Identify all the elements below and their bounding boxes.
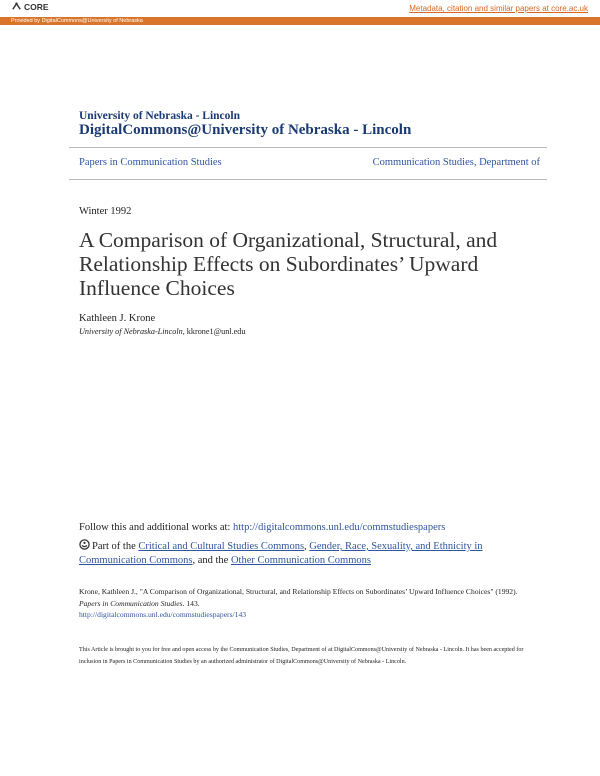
repository-name[interactable]: DigitalCommons@University of Nebraska - Lincoln xyxy=(79,122,412,138)
gender-race-sexuality-link[interactable]: Gender, Race, Sexuality, and Ethnicity in Communication Commons xyxy=(79,541,483,566)
citation-block xyxy=(79,586,529,621)
critical-cultural-studies-link[interactable]: Critical and Cultural Studies Commons xyxy=(138,541,305,552)
core-logo-icon xyxy=(11,1,22,12)
part-of-sep2: , and the xyxy=(192,555,231,566)
core-header xyxy=(0,0,600,17)
metadata-link[interactable]: Metadata, citation and similar papers at core.ac.uk xyxy=(409,4,588,13)
author-affiliation xyxy=(79,327,246,336)
publication-date: Winter 1992 xyxy=(79,206,132,217)
series-link[interactable]: Papers in Communication Studies xyxy=(79,157,222,168)
access-notice: This Article is brought to you for free and open access by the Communication Studies, Department of at DigitalCommons@University of Nebraska - Lincoln. It has been accepted for inclusion in Papers in Communication Studies by an authorized administrator of DigitalCommons@University of Nebraska - Lincoln. xyxy=(79,647,524,665)
affiliation-institution: University of Nebraska-Lincoln xyxy=(79,327,183,336)
provided-by-bar xyxy=(0,17,600,25)
affiliation-email: , kkrone1@unl.edu xyxy=(182,327,246,336)
provided-by-text: Provided by DigitalCommons@University of Nebraska xyxy=(11,18,143,24)
core-logo[interactable] xyxy=(11,1,49,12)
core-logo-text: CORE xyxy=(24,1,49,12)
follow-line xyxy=(79,522,445,533)
part-of-line xyxy=(79,539,529,568)
other-communication-link[interactable]: Other Communication Commons xyxy=(230,555,371,566)
part-of-label: Part of the xyxy=(92,541,139,552)
institution-name[interactable]: University of Nebraska - Lincoln xyxy=(79,110,240,122)
part-of-sep1: , xyxy=(304,541,310,552)
open-access-icon xyxy=(79,539,90,550)
author-name: Kathleen J. Krone xyxy=(79,313,156,324)
divider-top xyxy=(69,147,547,148)
citation-number: . 143. xyxy=(182,598,200,608)
department-link[interactable]: Communication Studies, Department of xyxy=(372,157,540,168)
divider-bottom xyxy=(69,179,547,180)
paper-title: A Comparison of Organizational, Structural, and Relationship Effects on Subordinates’ Upward Influence Choices xyxy=(79,228,498,300)
citation-text: Krone, Kathleen J., "A Comparison of Organizational, Structural, and Relationship Effects on Subordinates’ Upward Influence Choices" (1992). xyxy=(79,587,518,596)
citation-url-link[interactable]: http://digitalcommons.unl.edu/commstudiespapers/143 xyxy=(79,610,247,619)
citation-journal: Papers in Communication Studies xyxy=(79,598,183,608)
follow-label: Follow this and additional works at: xyxy=(79,522,233,533)
follow-url-link[interactable]: http://digitalcommons.unl.edu/commstudiespapers xyxy=(233,522,446,533)
